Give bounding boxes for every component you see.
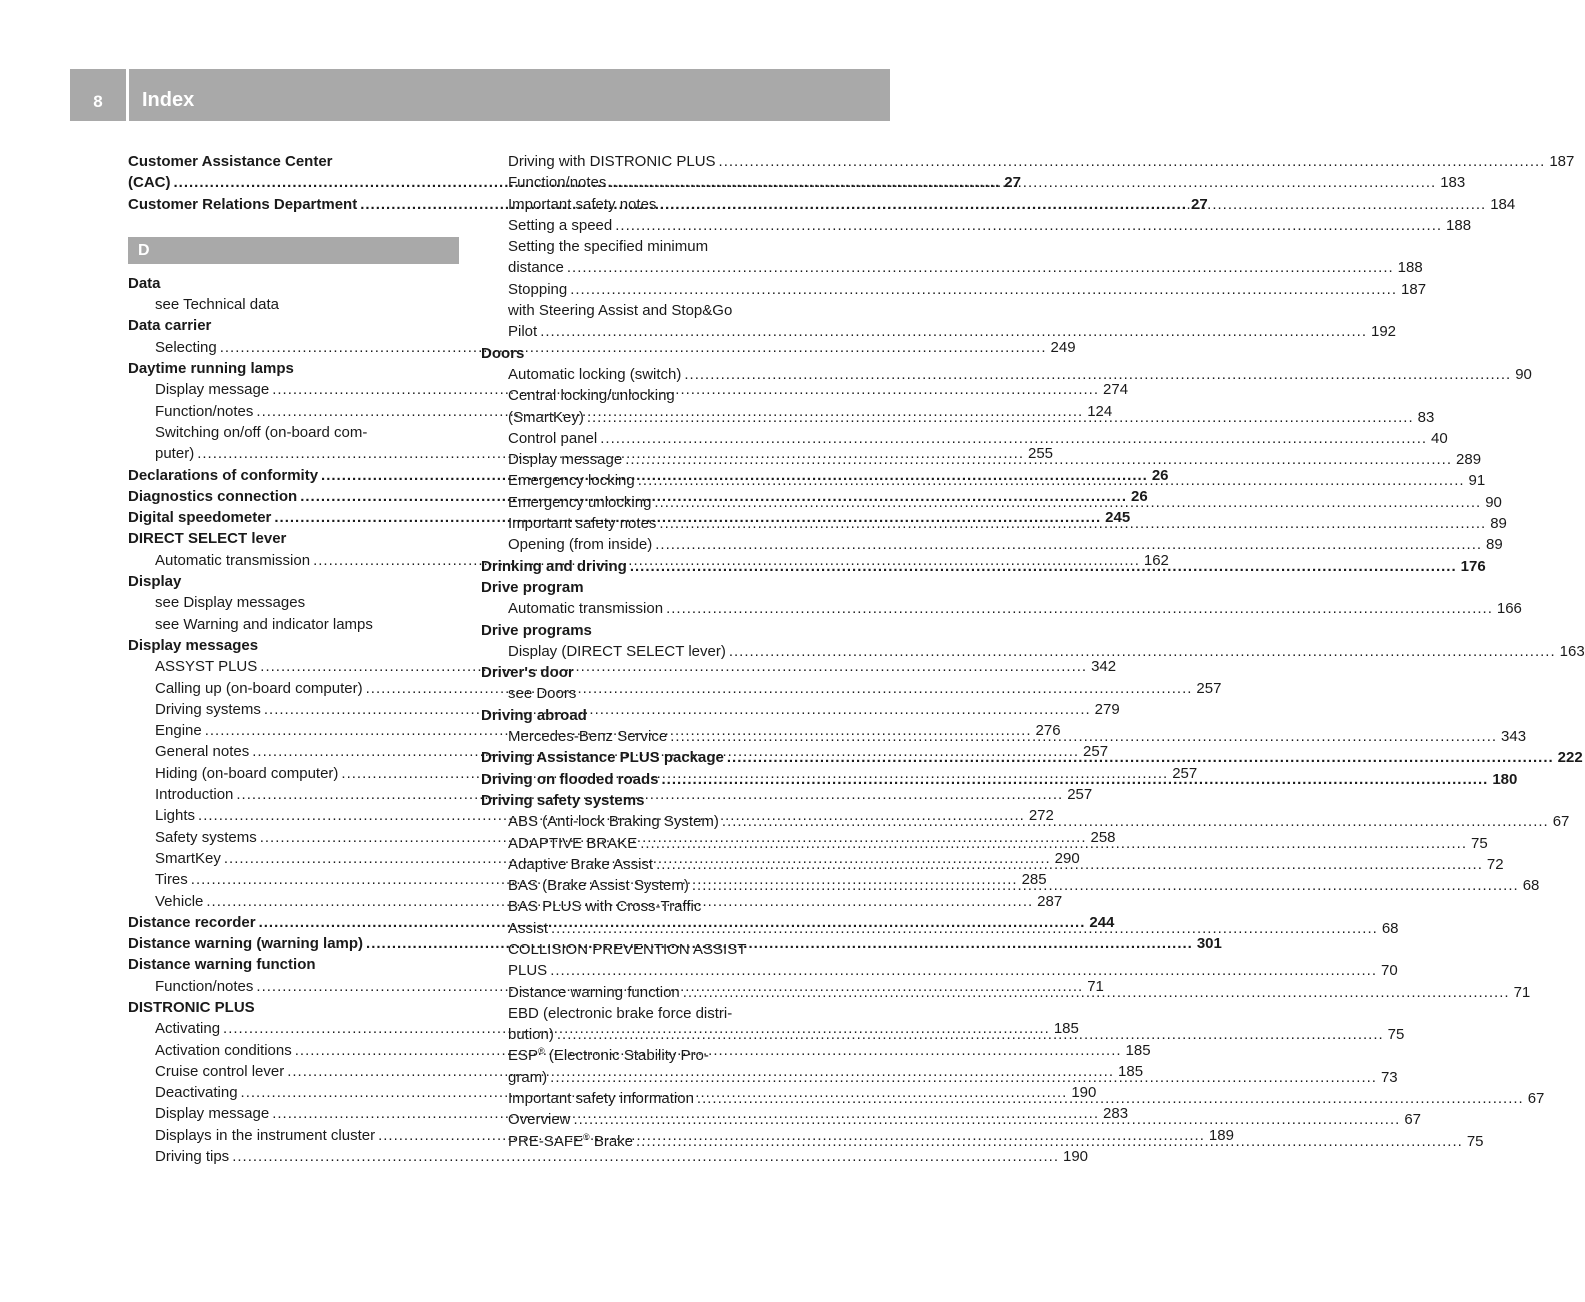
dot-leader bbox=[659, 194, 1486, 215]
page-reference: 67 bbox=[1404, 1111, 1421, 1129]
index-subentry bbox=[481, 683, 812, 704]
entry-text: Calling up (on-board computer) bbox=[155, 679, 363, 697]
entry-text: puter) bbox=[155, 445, 195, 463]
entry-text: PLUS bbox=[508, 962, 548, 980]
entry-text: Displays in the instrument cluster bbox=[155, 1126, 376, 1144]
page-reference: 188 bbox=[1397, 259, 1423, 277]
entry-text: Display message bbox=[155, 381, 270, 399]
dot-leader bbox=[722, 811, 1549, 832]
page-reference: 244 bbox=[1089, 913, 1115, 931]
entry-text: Engine bbox=[155, 722, 202, 740]
dot-leader bbox=[719, 151, 1546, 172]
entry-text: see Warning and indicator lamps bbox=[155, 615, 373, 633]
entry-text: Driving safety systems bbox=[481, 791, 645, 809]
page-number: 8 bbox=[93, 92, 103, 111]
page-title: Index bbox=[142, 89, 195, 111]
index-subentry bbox=[481, 364, 1532, 385]
dot-leader bbox=[727, 747, 1554, 768]
page-reference: 257 bbox=[1083, 743, 1109, 761]
entry-text: Data bbox=[128, 274, 161, 292]
page-reference: 73 bbox=[1380, 1068, 1398, 1086]
entry-text: EBD (electronic brake force distri- bbox=[508, 1004, 733, 1022]
page-reference: 27 bbox=[1004, 174, 1021, 192]
page-reference: 163 bbox=[1559, 642, 1585, 660]
entry-text: (SmartKey) bbox=[508, 408, 584, 426]
dot-leader bbox=[615, 215, 1442, 236]
index-subentry bbox=[481, 279, 1427, 300]
page-reference: 91 bbox=[1468, 472, 1486, 490]
page-reference: 89 bbox=[1486, 536, 1503, 554]
entry-text: General notes bbox=[155, 743, 250, 761]
page-reference: 70 bbox=[1380, 962, 1398, 980]
page-reference: 72 bbox=[1486, 855, 1504, 873]
index-entry bbox=[128, 571, 459, 592]
entry-text: Activating bbox=[155, 1020, 221, 1038]
entry-text: Important safety notes bbox=[508, 195, 657, 213]
page-reference: 75 bbox=[1466, 1132, 1484, 1150]
page-reference: 67 bbox=[1527, 1090, 1545, 1108]
entry-text: with Steering Assist and Stop&Go bbox=[508, 302, 733, 320]
entry-text: Tires bbox=[155, 871, 188, 889]
page-reference: 68 bbox=[1381, 919, 1399, 937]
dot-leader bbox=[609, 172, 1436, 193]
entry-text: COLLISION PREVENTION ASSIST bbox=[508, 940, 747, 958]
index-subentry bbox=[481, 385, 812, 406]
page-reference: 189 bbox=[1208, 1126, 1234, 1144]
entry-text: Data carrier bbox=[128, 317, 212, 335]
entry-text: ADAPTIVE BRAKE bbox=[508, 834, 638, 852]
dot-leader bbox=[557, 1024, 1384, 1045]
dot-leader bbox=[684, 364, 1511, 385]
dot-leader bbox=[630, 556, 1457, 577]
index-entry bbox=[128, 358, 459, 379]
page-reference: 185 bbox=[1118, 1062, 1144, 1080]
page-reference: 343 bbox=[1501, 728, 1527, 746]
page-reference: 26 bbox=[1151, 466, 1169, 484]
page-reference: 276 bbox=[1035, 722, 1061, 740]
dot-leader bbox=[567, 257, 1394, 278]
index-subentry bbox=[128, 592, 459, 613]
entry-text: see Display messages bbox=[155, 594, 306, 612]
page-reference: 162 bbox=[1143, 551, 1169, 569]
page-reference: 257 bbox=[1196, 679, 1222, 697]
entry-text: Distance warning function bbox=[128, 956, 316, 974]
entry-text: Daytime running lamps bbox=[128, 360, 294, 378]
dot-leader bbox=[670, 726, 1497, 747]
entry-text: Customer Assistance Center bbox=[128, 153, 333, 170]
page-reference: 67 bbox=[1552, 813, 1570, 831]
entry-text: see Doors bbox=[508, 685, 577, 703]
entry-text: Assist bbox=[508, 919, 549, 937]
dot-leader bbox=[692, 875, 1519, 896]
page-reference: 249 bbox=[1050, 338, 1076, 356]
entry-text: Lights bbox=[155, 807, 196, 825]
page-reference: 184 bbox=[1490, 195, 1516, 213]
page-reference: 187 bbox=[1401, 280, 1427, 298]
entry-text: DISTRONIC PLUS bbox=[128, 998, 255, 1016]
entry-text: Activation conditions bbox=[155, 1041, 292, 1059]
entry-text: Introduction bbox=[155, 786, 234, 804]
page-reference: 301 bbox=[1196, 935, 1222, 953]
page-reference: 26 bbox=[1131, 487, 1148, 505]
entry-text: Driving on flooded roads bbox=[481, 770, 659, 788]
entry-text: Selecting bbox=[155, 338, 217, 356]
dot-leader bbox=[655, 534, 1482, 555]
entry-text: Deactivating bbox=[155, 1084, 238, 1102]
entry-text: Important safety information bbox=[508, 1090, 694, 1108]
dot-leader bbox=[659, 513, 1486, 534]
page-reference: 68 bbox=[1522, 877, 1540, 895]
index-entry bbox=[481, 790, 812, 811]
index-entry bbox=[481, 705, 812, 726]
page-reference: 290 bbox=[1054, 849, 1080, 867]
page-reference: 272 bbox=[1028, 807, 1054, 825]
dot-leader bbox=[574, 1109, 1401, 1130]
index-entry bbox=[481, 662, 812, 683]
entry-text: Stopping bbox=[508, 280, 568, 298]
entry-text: Display (DIRECT SELECT lever) bbox=[508, 642, 726, 660]
dot-leader bbox=[551, 918, 1378, 939]
page-reference: 185 bbox=[1125, 1041, 1151, 1059]
index-entry bbox=[128, 528, 459, 549]
entry-text: Drive program bbox=[481, 578, 584, 596]
entry-text: BAS PLUS with Cross-Traffic bbox=[508, 898, 702, 916]
entry-text: Function/notes bbox=[155, 402, 254, 420]
entry-text: Drive programs bbox=[481, 621, 592, 639]
index-subentry bbox=[481, 1003, 812, 1024]
entry-text: Diagnostics connection bbox=[128, 487, 298, 505]
entry-text: Customer Relations Department bbox=[128, 195, 358, 213]
index-subentry bbox=[128, 422, 459, 443]
page-header bbox=[70, 69, 890, 121]
page-reference: 124 bbox=[1087, 402, 1113, 420]
index-entry bbox=[128, 273, 459, 294]
header-separator bbox=[126, 69, 129, 121]
entry-text: Safety systems bbox=[155, 828, 257, 846]
entry-text: BAS (Brake Assist System) bbox=[508, 877, 689, 895]
entry-text: Distance warning (warning lamp) bbox=[128, 935, 364, 953]
page-reference: 283 bbox=[1103, 1105, 1129, 1123]
index-subentry bbox=[128, 1146, 1089, 1167]
entry-text: ASSYST PLUS bbox=[155, 658, 258, 676]
page-reference: 245 bbox=[1105, 509, 1131, 527]
index-subentry bbox=[481, 257, 1423, 278]
entry-text: Switching on/off (on-board com- bbox=[155, 423, 368, 441]
dot-leader bbox=[570, 279, 1397, 300]
entry-text: Central locking/unlocking bbox=[508, 387, 675, 405]
entry-text: Display message bbox=[155, 1105, 270, 1123]
dot-leader bbox=[640, 833, 1467, 854]
entry-text: Overview bbox=[508, 1111, 571, 1129]
dot-leader bbox=[540, 321, 1367, 342]
page-reference: 257 bbox=[1172, 764, 1198, 782]
entry-text: Doors bbox=[481, 344, 525, 362]
index-subentry bbox=[481, 534, 1503, 555]
index-subentry bbox=[481, 960, 1398, 981]
dot-leader bbox=[656, 854, 1483, 875]
entry-text: Driving systems bbox=[155, 700, 261, 718]
index-subentry bbox=[481, 151, 1575, 172]
dot-leader bbox=[600, 428, 1427, 449]
page-reference: 190 bbox=[1062, 1148, 1089, 1166]
entry-text: Display messages bbox=[128, 636, 259, 654]
entry-text: Display message bbox=[508, 451, 623, 469]
entry-text: Mercedes-Benz Service bbox=[508, 728, 668, 746]
entry-text: Drinking and driving bbox=[481, 557, 627, 575]
page-reference: 342 bbox=[1091, 658, 1117, 676]
index-entry bbox=[128, 635, 459, 656]
index-subentry bbox=[481, 1045, 812, 1066]
index-entry bbox=[481, 577, 812, 598]
index-subentry bbox=[128, 294, 459, 315]
index-subentry bbox=[481, 598, 1522, 619]
page-reference: 71 bbox=[1513, 983, 1531, 1001]
entry-text: Function/notes bbox=[155, 977, 254, 995]
dot-leader bbox=[625, 449, 1452, 470]
index-subentry bbox=[481, 982, 1531, 1003]
dot-leader bbox=[587, 407, 1414, 428]
entry-text: Adaptive Brake Assist bbox=[508, 855, 654, 873]
page-reference: 279 bbox=[1094, 700, 1120, 718]
page-reference: 190 bbox=[1071, 1084, 1097, 1102]
entry-text: gram) bbox=[508, 1068, 548, 1086]
entry-text: Driving with DISTRONIC PLUS bbox=[508, 153, 716, 170]
entry-text: Automatic transmission bbox=[508, 600, 664, 618]
entry-text: Setting the specified minimum bbox=[508, 238, 709, 256]
entry-text: Display bbox=[128, 573, 182, 591]
entry-text: Opening (from inside) bbox=[508, 536, 653, 554]
entry-text: Driver's door bbox=[481, 664, 574, 682]
entry-text: DIRECT SELECT lever bbox=[128, 530, 287, 548]
index-subentry bbox=[481, 939, 812, 960]
entry-text: Important safety notes bbox=[508, 515, 657, 533]
section-header-d: D bbox=[128, 237, 459, 264]
page-reference: 90 bbox=[1515, 365, 1532, 383]
entry-text: Hiding (on-board computer) bbox=[155, 764, 339, 782]
page-reference: 89 bbox=[1490, 515, 1507, 533]
page-reference: 75 bbox=[1387, 1026, 1405, 1044]
dot-leader bbox=[666, 598, 1493, 619]
page-reference: 192 bbox=[1370, 323, 1397, 341]
entry-text: Driving Assistance PLUS package bbox=[481, 749, 724, 767]
index-subentry bbox=[128, 614, 459, 635]
entry-text: Driving abroad bbox=[481, 706, 587, 724]
index-entry bbox=[128, 954, 459, 975]
index-entry bbox=[481, 620, 812, 641]
entry-text: Automatic transmission bbox=[155, 551, 311, 569]
index-entry bbox=[128, 151, 459, 172]
entry-text: see Technical data bbox=[155, 296, 279, 314]
index-subentry bbox=[481, 300, 812, 321]
page-reference: 285 bbox=[1021, 871, 1047, 889]
page-reference: 257 bbox=[1067, 786, 1093, 804]
page-reference: 289 bbox=[1456, 451, 1482, 469]
index-subentry bbox=[481, 896, 812, 917]
index-subentry bbox=[481, 641, 1585, 662]
page-reference: 180 bbox=[1492, 770, 1518, 788]
registered-mark: ® bbox=[538, 1046, 545, 1057]
index-subentry bbox=[481, 321, 1397, 342]
page-reference: 258 bbox=[1090, 828, 1116, 846]
index-subentry bbox=[481, 236, 812, 257]
dot-leader bbox=[729, 641, 1556, 662]
dot-leader bbox=[683, 982, 1510, 1003]
entry-text: ESP® (Electronic Stability Pro- bbox=[508, 1046, 709, 1065]
dot-leader bbox=[654, 492, 1481, 513]
entry-text: Declarations of conformity bbox=[128, 466, 319, 484]
page-reference: 183 bbox=[1440, 174, 1466, 192]
page-reference: 90 bbox=[1485, 493, 1502, 511]
entry-text: Automatic locking (switch) bbox=[508, 365, 682, 383]
page-reference: 27 bbox=[1191, 195, 1208, 213]
entry-text: ABS (Anti-lock Braking System) bbox=[508, 813, 719, 831]
dot-leader bbox=[638, 470, 1465, 491]
entry-text: Cruise control lever bbox=[155, 1062, 285, 1080]
entry-text: Emergency unlocking bbox=[508, 493, 652, 511]
index-subentry bbox=[481, 428, 1448, 449]
dot-leader bbox=[662, 769, 1489, 790]
dot-leader bbox=[636, 1131, 1463, 1152]
page-reference: 83 bbox=[1417, 408, 1435, 426]
entry-text: Pilot bbox=[508, 323, 538, 341]
page-reference: 255 bbox=[1027, 445, 1054, 463]
index-entry bbox=[128, 315, 459, 336]
entry-text: Driving tips bbox=[155, 1148, 230, 1166]
dot-leader bbox=[697, 1088, 1524, 1109]
page-reference: 188 bbox=[1446, 216, 1472, 234]
dot-leader bbox=[550, 960, 1377, 981]
entry-text: Distance recorder bbox=[128, 913, 256, 931]
entry-text: Function/notes bbox=[508, 174, 607, 192]
entry-text: Digital speedometer bbox=[128, 509, 272, 527]
page-reference: 176 bbox=[1460, 557, 1486, 575]
entry-text: Setting a speed bbox=[508, 216, 613, 234]
entry-text: Vehicle bbox=[155, 892, 204, 910]
dot-leader bbox=[550, 1067, 1377, 1088]
page-reference: 222 bbox=[1557, 749, 1583, 767]
page-reference: 75 bbox=[1471, 834, 1488, 852]
entry-text: (CAC) bbox=[128, 174, 171, 192]
entry-text: PRE-SAFE® Brake bbox=[508, 1131, 634, 1150]
index-entry bbox=[128, 997, 459, 1018]
page-reference: 71 bbox=[1087, 977, 1104, 995]
entry-text: Distance warning function bbox=[508, 983, 680, 1001]
page-reference: 185 bbox=[1053, 1020, 1079, 1038]
page-reference: 166 bbox=[1496, 600, 1522, 618]
entry-text: bution) bbox=[508, 1026, 554, 1044]
entry-text: SmartKey bbox=[155, 849, 221, 867]
registered-mark: ® bbox=[583, 1131, 590, 1142]
page-reference: 40 bbox=[1431, 429, 1448, 447]
index-subentry bbox=[481, 215, 1472, 236]
index-entry bbox=[481, 343, 812, 364]
page-reference: 274 bbox=[1103, 381, 1129, 399]
page-reference: 187 bbox=[1549, 153, 1575, 170]
page-reference: 287 bbox=[1037, 892, 1063, 910]
entry-text: Emergency locking bbox=[508, 472, 635, 490]
entry-text: distance bbox=[508, 259, 564, 277]
entry-text: Control panel bbox=[508, 429, 598, 447]
